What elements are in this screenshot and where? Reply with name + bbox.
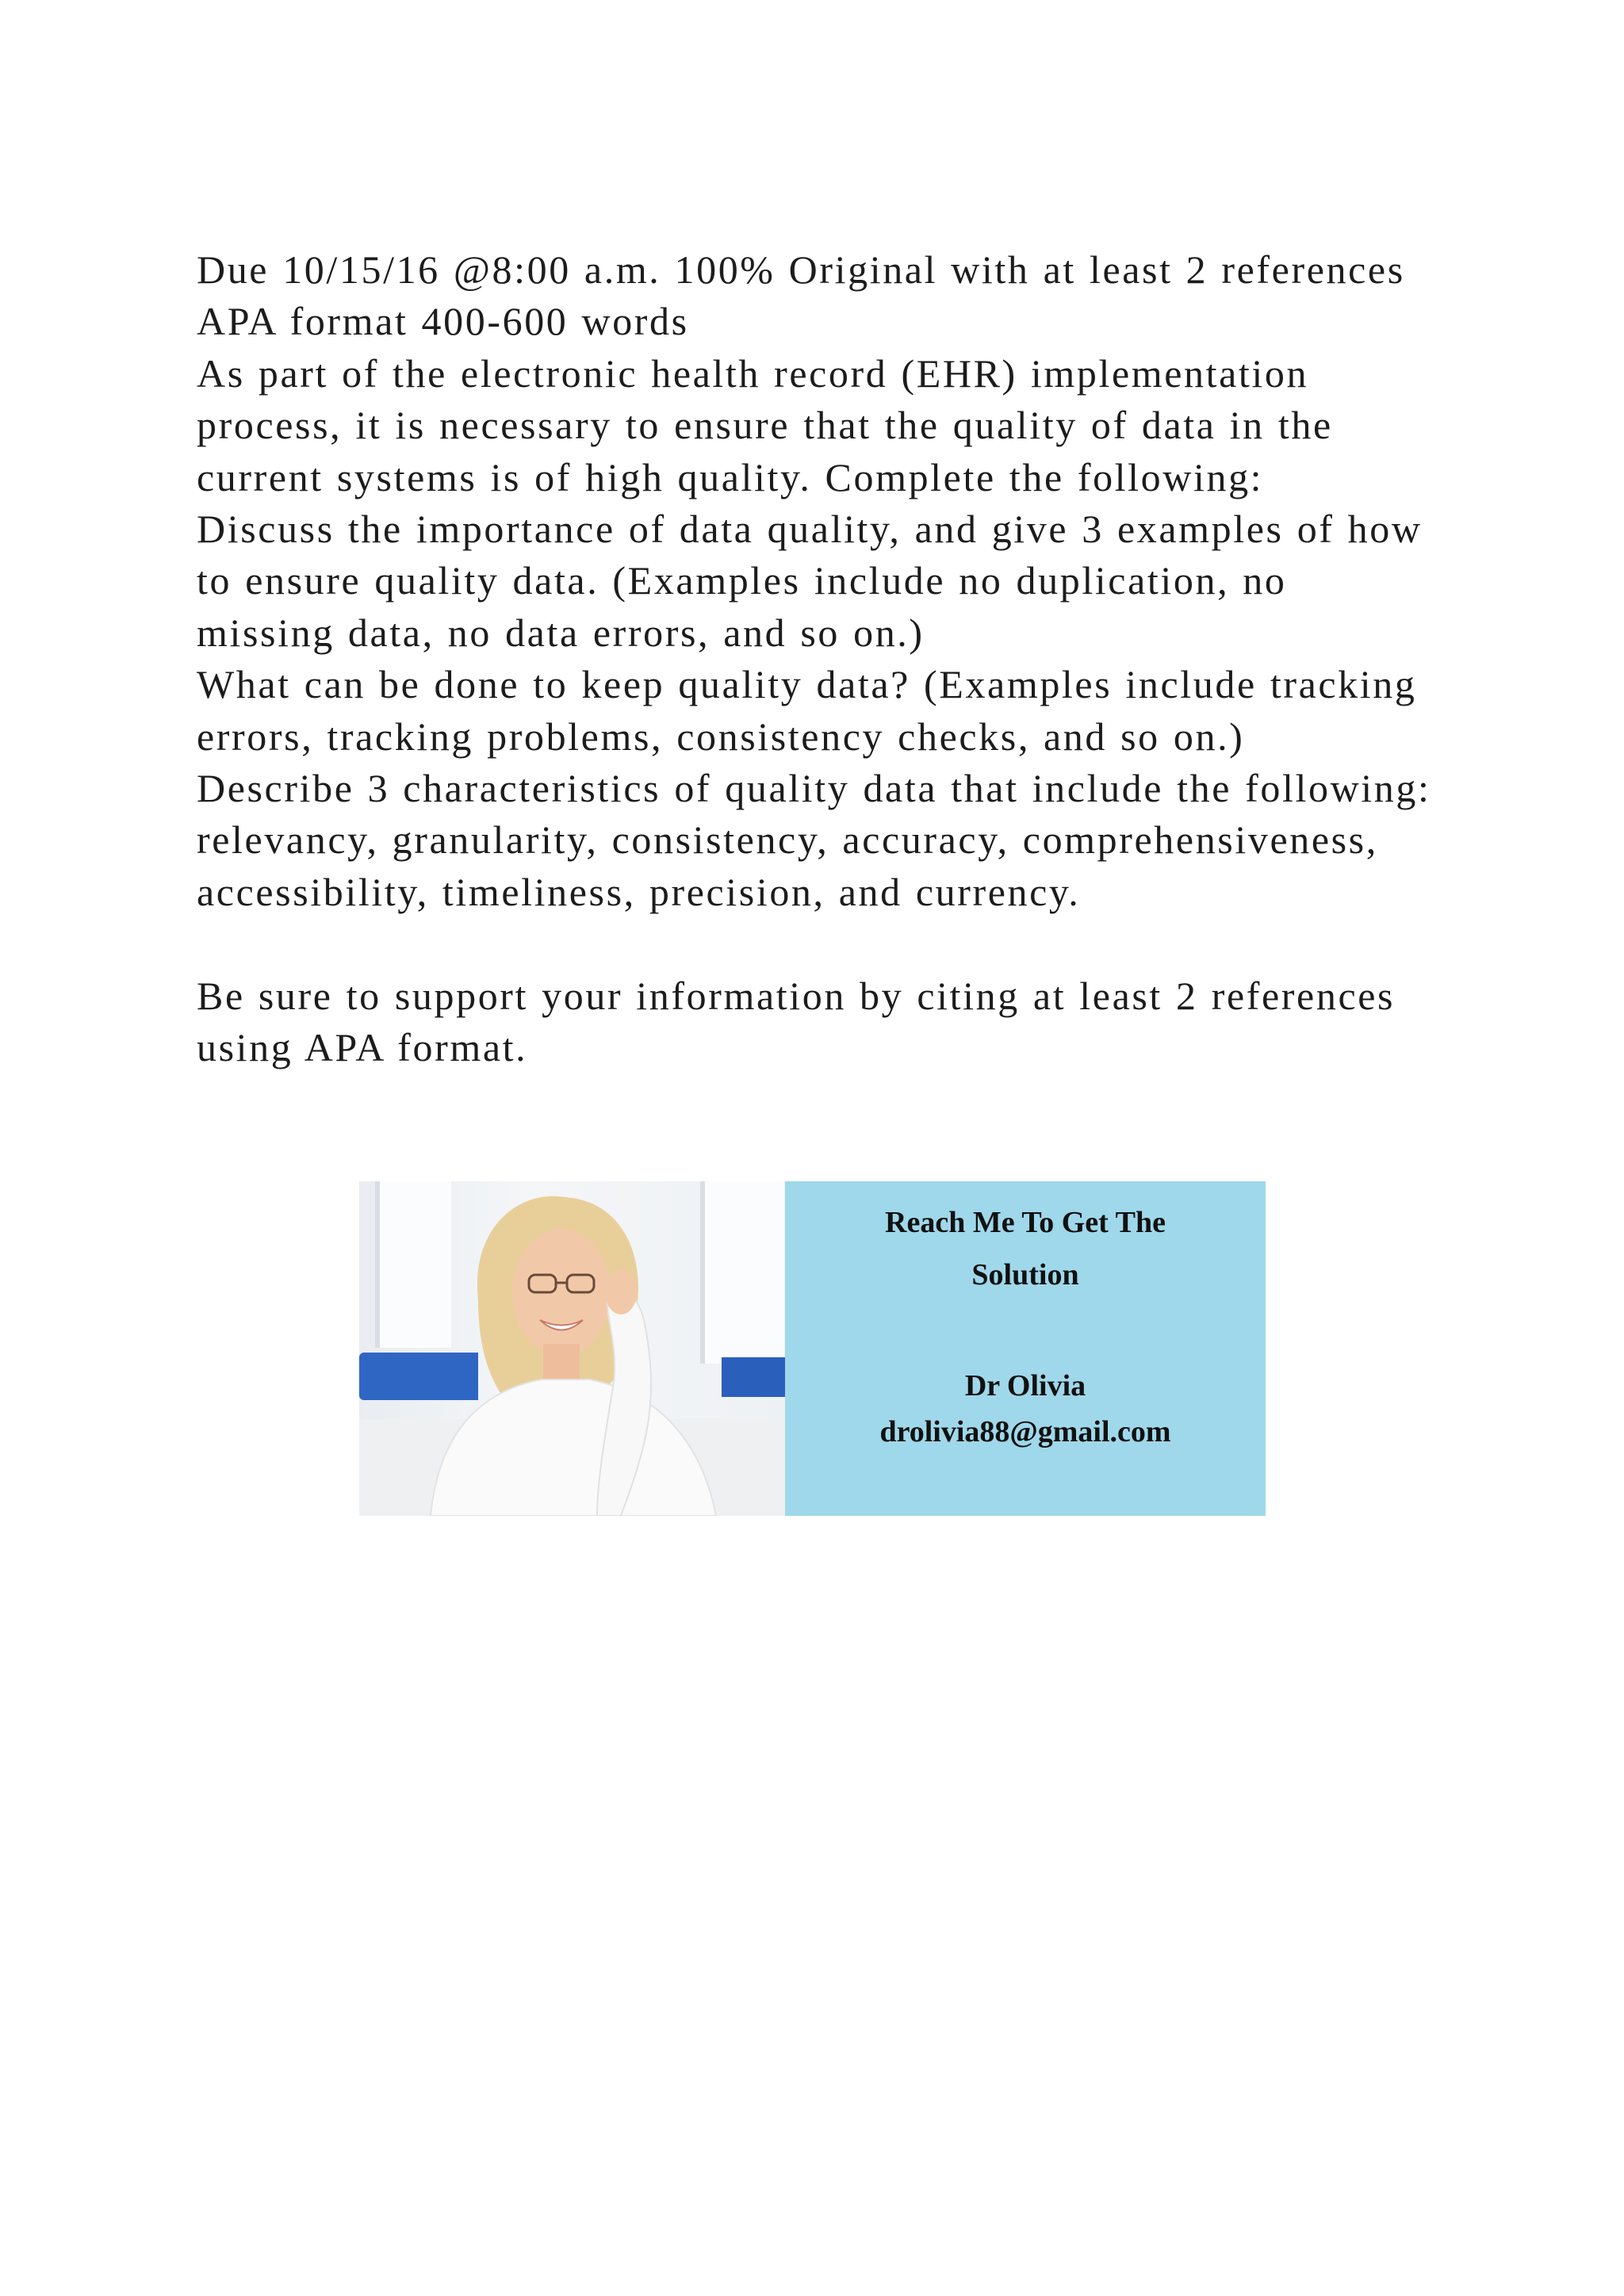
references-note: Be sure to support your information by citing at least 2 references using APA format. [197, 973, 1396, 1070]
woman-illustration [359, 1181, 785, 1516]
contact-name: Dr Olivia [964, 1369, 1086, 1402]
ad-banner [359, 1181, 1266, 1516]
contact-email[interactable]: drolivia88@gmail.com [879, 1415, 1171, 1448]
ad-headline-line1: Reach Me To Get The [885, 1206, 1166, 1239]
woman-photo [359, 1181, 785, 1516]
ad-headline-line2: Solution [971, 1258, 1079, 1292]
contact-panel [785, 1181, 1266, 1516]
task-data-quality-importance: Discuss the importance of data quality, and give 3 examples of how to ensure quality data. (Examples include no duplication, no missing data, no data errors, and so on.) [197, 507, 1423, 655]
ehr-intro: As part of the electronic health record (EHR) implementation process, it is necessary to ensure that the quality of data in the current systems is of high quality. Complete the following: [197, 350, 1333, 499]
paragraph-gap [197, 918, 1434, 970]
task-keep-quality-data: What can be done to keep quality data? (Examples include tracking errors, tracking problems, consistency checks, and so on.) [197, 662, 1417, 759]
assignment-text [197, 244, 1434, 1073]
due-line: Due 10/15/16 @8:00 a.m. 100% Original with at least 2 references APA format 400-600 words [197, 247, 1405, 344]
task-characteristics: Describe 3 characteristics of quality data that include the following: relevancy, granularity, consistency, accuracy, comprehensiveness, accessibility, timeliness, precision, and currency. [197, 766, 1431, 914]
